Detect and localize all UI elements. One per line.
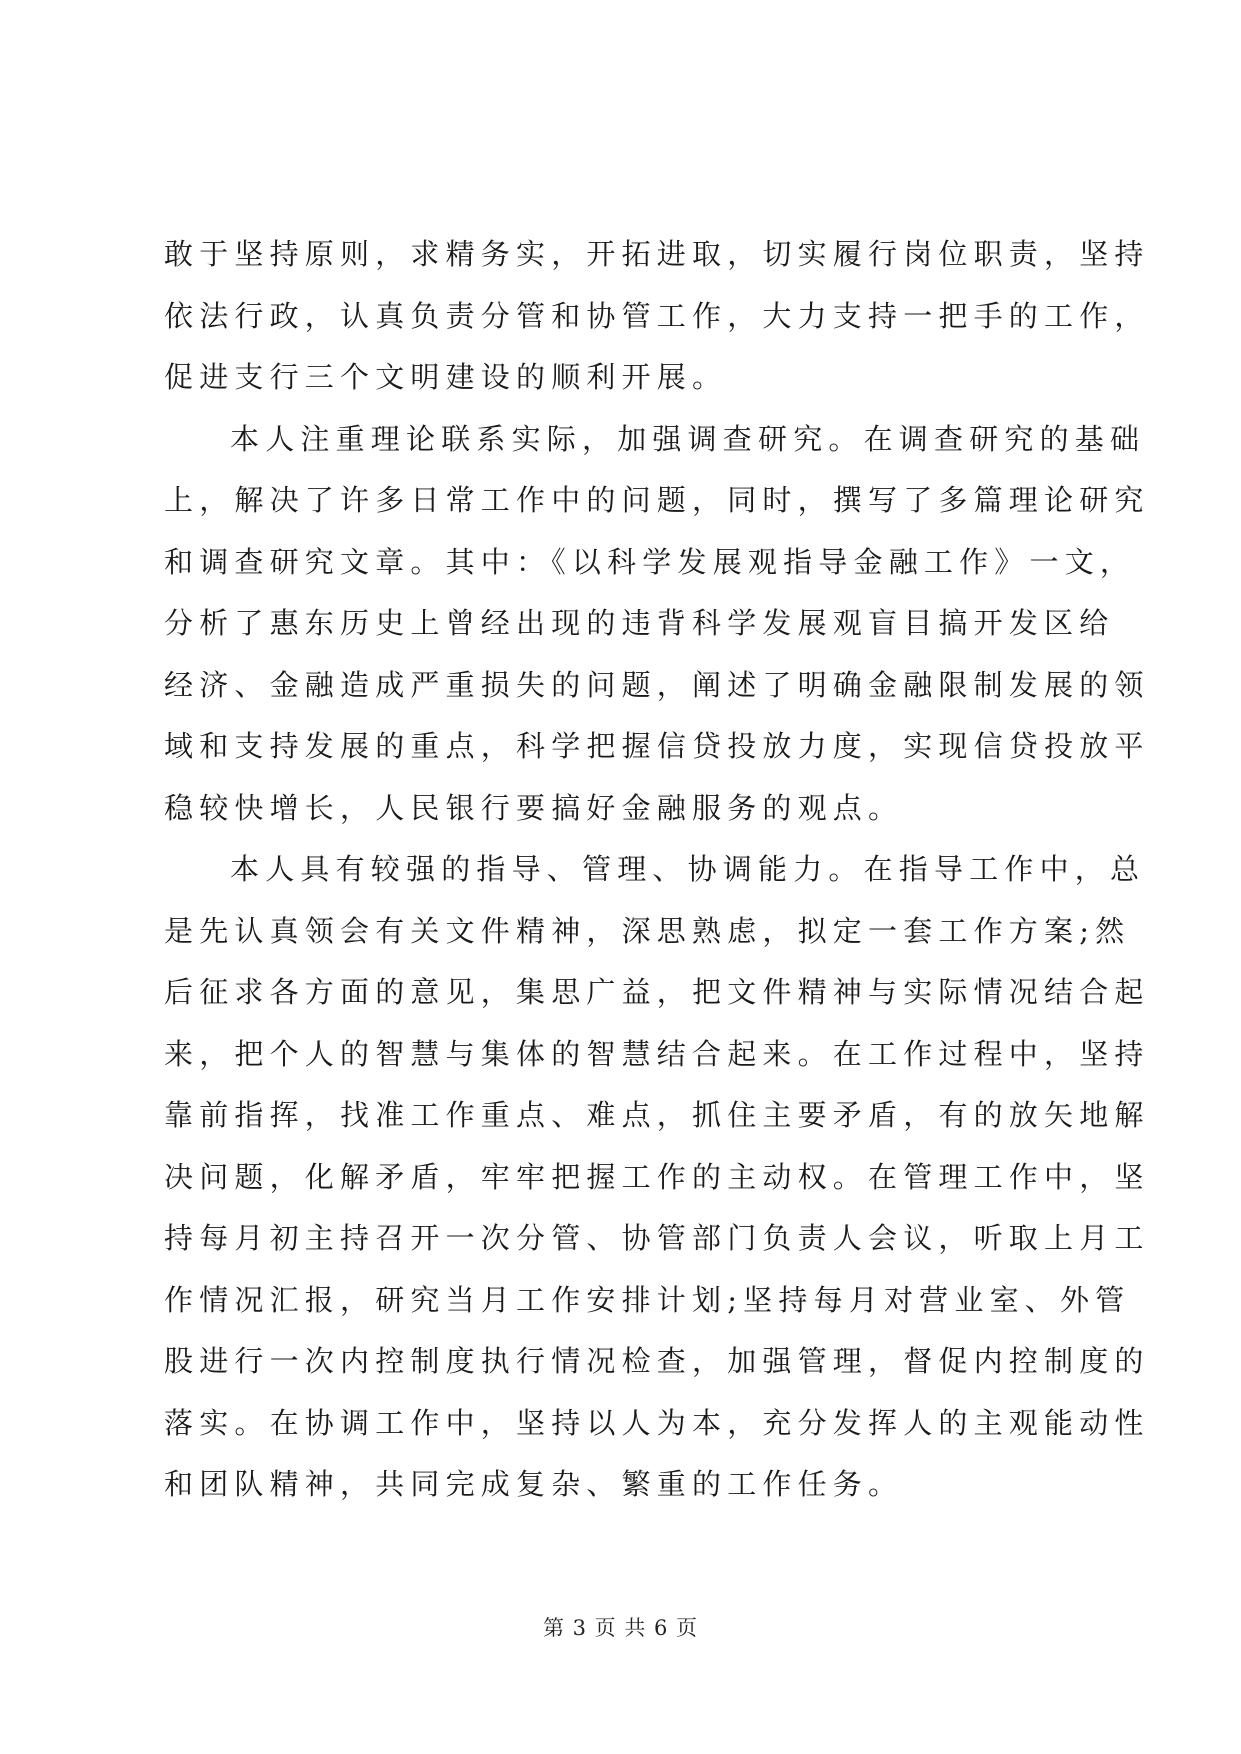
text-line: 落实。在协调工作中，坚持以人为本，充分发挥人的主观能动性 (164, 1405, 1150, 1440)
text-line: 依法行政，认真负责分管和协管工作，大力支持一把手的工作， (164, 298, 1150, 333)
text-line: 本人具有较强的指导、管理、协调能力。在指导工作中，总 (230, 852, 1146, 886)
text-line: 分析了惠东历史上曾经出现的违背科学发展观盲目搞开发区给 (164, 606, 1115, 640)
text-line: 后征求各方面的意见，集思广益，把文件精神与实际情况结合起 (164, 975, 1150, 1009)
text-line: 来，把个人的智慧与集体的智慧结合起来。在工作过程中，坚持 (164, 1036, 1150, 1071)
text-line: 域和支持发展的重点，科学把握信贷投放力度，实现信贷投放平 (164, 729, 1150, 763)
text-line: 股进行一次内控制度执行情况检查，加强管理，督促内控制度的 (164, 1344, 1150, 1378)
text-line: 本人注重理论联系实际，加强调查研究。在调查研究的基础 (230, 421, 1146, 456)
paragraph-2 (164, 409, 1150, 840)
text-line: 决问题，化解矛盾，牢牢把握工作的主动权。在管理工作中，坚 (164, 1159, 1150, 1194)
text-line: 和团队精神，共同完成复杂、繁重的工作任务。 (164, 1467, 904, 1501)
document-body (164, 224, 1150, 1516)
paragraph-3 (164, 839, 1150, 1516)
text-line: 是先认真领会有关文件精神，深思熟虑，拟定一套工作方案;然 (164, 913, 1131, 948)
text-line: 促进支行三个文明建设的顺利开展。 (164, 360, 728, 394)
text-line: 经济、金融造成严重损失的问题，阐述了明确金融限制发展的领 (164, 667, 1150, 702)
paragraph-1 (164, 224, 1150, 409)
text-line: 作情况汇报，研究当月工作安排计划;坚持每月对营业室、外管 (164, 1282, 1131, 1317)
text-line: 和调查研究文章。其中：《以科学发展观指导金融工作》一文， (164, 544, 1136, 579)
text-line: 稳较快增长，人民银行要搞好金融服务的观点。 (164, 790, 904, 825)
text-line: 上，解决了许多日常工作中的问题，同时，撰写了多篇理论研究 (164, 483, 1150, 517)
text-line: 敢于坚持原则，求精务实，开拓进取，切实履行岗位职责，坚持 (164, 237, 1150, 271)
text-line: 靠前指挥，找准工作重点、难点，抓住主要矛盾，有的放矢地解 (164, 1098, 1150, 1132)
page-number-footer: 第 3 页 共 6 页 (542, 1616, 699, 1640)
text-line: 持每月初主持召开一次分管、协管部门负责人会议，听取上月工 (164, 1221, 1150, 1255)
